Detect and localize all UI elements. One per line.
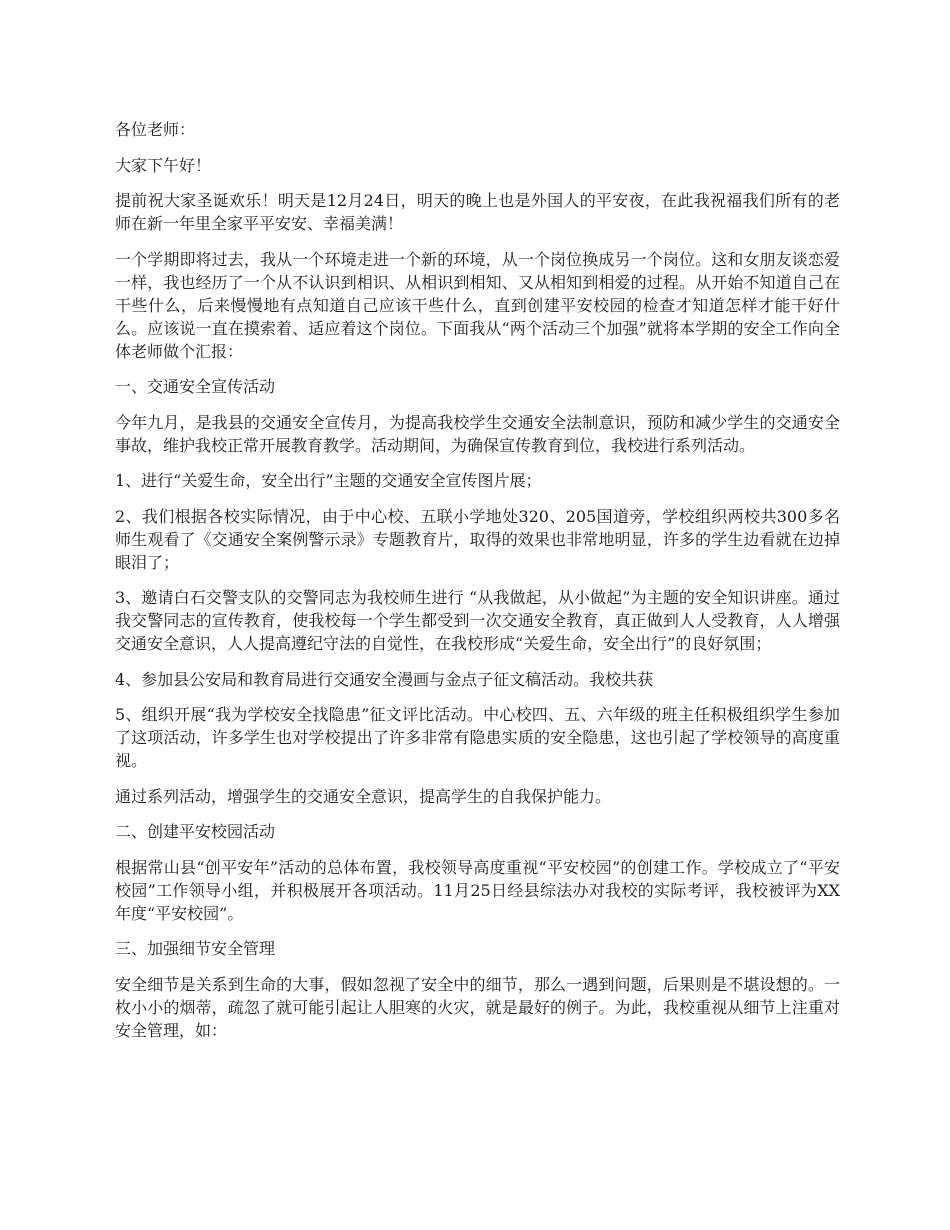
list-item-2: 2、我们根据各校实际情况，由于中心校、五联小学地处320、205国道旁，学校组织两校共300多名师生观看了《交通安全案例警示录》专题教育片，取得的效果也非常地明显，许多的学生边看就在边掉眼泪了； <box>115 506 840 572</box>
paragraph-summary: 通过系列活动，增强学生的交通安全意识，提高学生的自我保护能力。 <box>115 786 612 806</box>
section-heading-safe-campus: 二、创建平安校园活动 <box>115 822 276 841</box>
list-item-5: 5、组织开展“我为学校安全找隐患”征文评比活动。中心校四、五、六年级的班主任积极组织学生参加了这项活动，许多学生也对学校提出了许多非常有隐患实质的安全隐患，这也引起了学校领导的高度重视。 <box>115 705 840 770</box>
paragraph-traffic-month: 今年九月，是我县的交通安全宣传月，为提高我校学生交通安全法制意识，预防和减少学生的交通安全事故，维护我校正常开展教育教学。活动期间，为确保宣传教育到位，我校进行系列活动。 <box>115 412 840 455</box>
salutation: 各位老师： <box>115 120 196 139</box>
document-body <box>115 118 840 1054</box>
paragraph-detail-management: 安全细节是关系到生命的大事，假如忽视了安全中的细节，那么一遇到问题，后果则是不堪设想的。一枚小小的烟蒂，疏忽了就可能引起让人胆寒的火灾，就是最好的例子。为此，我校重视从细节上注重对安全管理，如： <box>115 974 840 1040</box>
list-item-3: 3、邀请白石交警支队的交警同志为我校师生进行 “从我做起，从小做起”为主题的安全知识讲座。通过我交警同志的宣传教育，使我校每一个学生都受到一次交通安全教育，真正做到人人受教育，人人增强交通安全意识，人人提高遵纪守法的自觉性，在我校形成“关爱生命，安全出行”的良好氛围； <box>115 588 840 653</box>
paragraph-introduction: 一个学期即将过去，我从一个环境走进一个新的环境，从一个岗位换成另一个岗位。这和女朋友谈恋爱一样，我也经历了一个从不认识到相识、从相识到相知、又从相知到相爱的过程。从开始不知道自己在干些什么，后来慢慢地有点知道自己应该干些什么，直到创建平安校园的检查才知道怎样才能干好什么。应该说一直在摸索着、适应着这个岗位。下面我从“两个活动三个加强”就将本学期的安全工作向全体老师做个汇报： <box>115 249 840 361</box>
paragraph-safe-campus: 根据常山县“创平安年”活动的总体布置，我校领导高度重视“平安校园”的创建工作。学校成立了“平安校园”工作领导小组，并积极展开各项活动。11月25日经县综法办对我校的实际考评，我校被评为XX年度“平安校园”。 <box>115 857 840 923</box>
greeting: 大家下午好！ <box>115 155 212 175</box>
paragraph-christmas-wishes: 提前祝大家圣诞欢乐！明天是12月24日，明天的晚上也是外国人的平安夜，在此我祝福我们所有的老师在新一年里全家平平安安、幸福美满！ <box>115 191 840 233</box>
list-item-4: 4、参加县公安局和教育局进行交通安全漫画与金点子征文稿活动。我校共获 <box>115 669 654 689</box>
section-heading-traffic-safety: 一、交通安全宣传活动 <box>115 377 276 396</box>
section-heading-detail-management: 三、加强细节安全管理 <box>115 939 276 958</box>
list-item-1: 1、进行“关爱生命，安全出行”主题的交通安全宣传图片展； <box>115 471 542 490</box>
